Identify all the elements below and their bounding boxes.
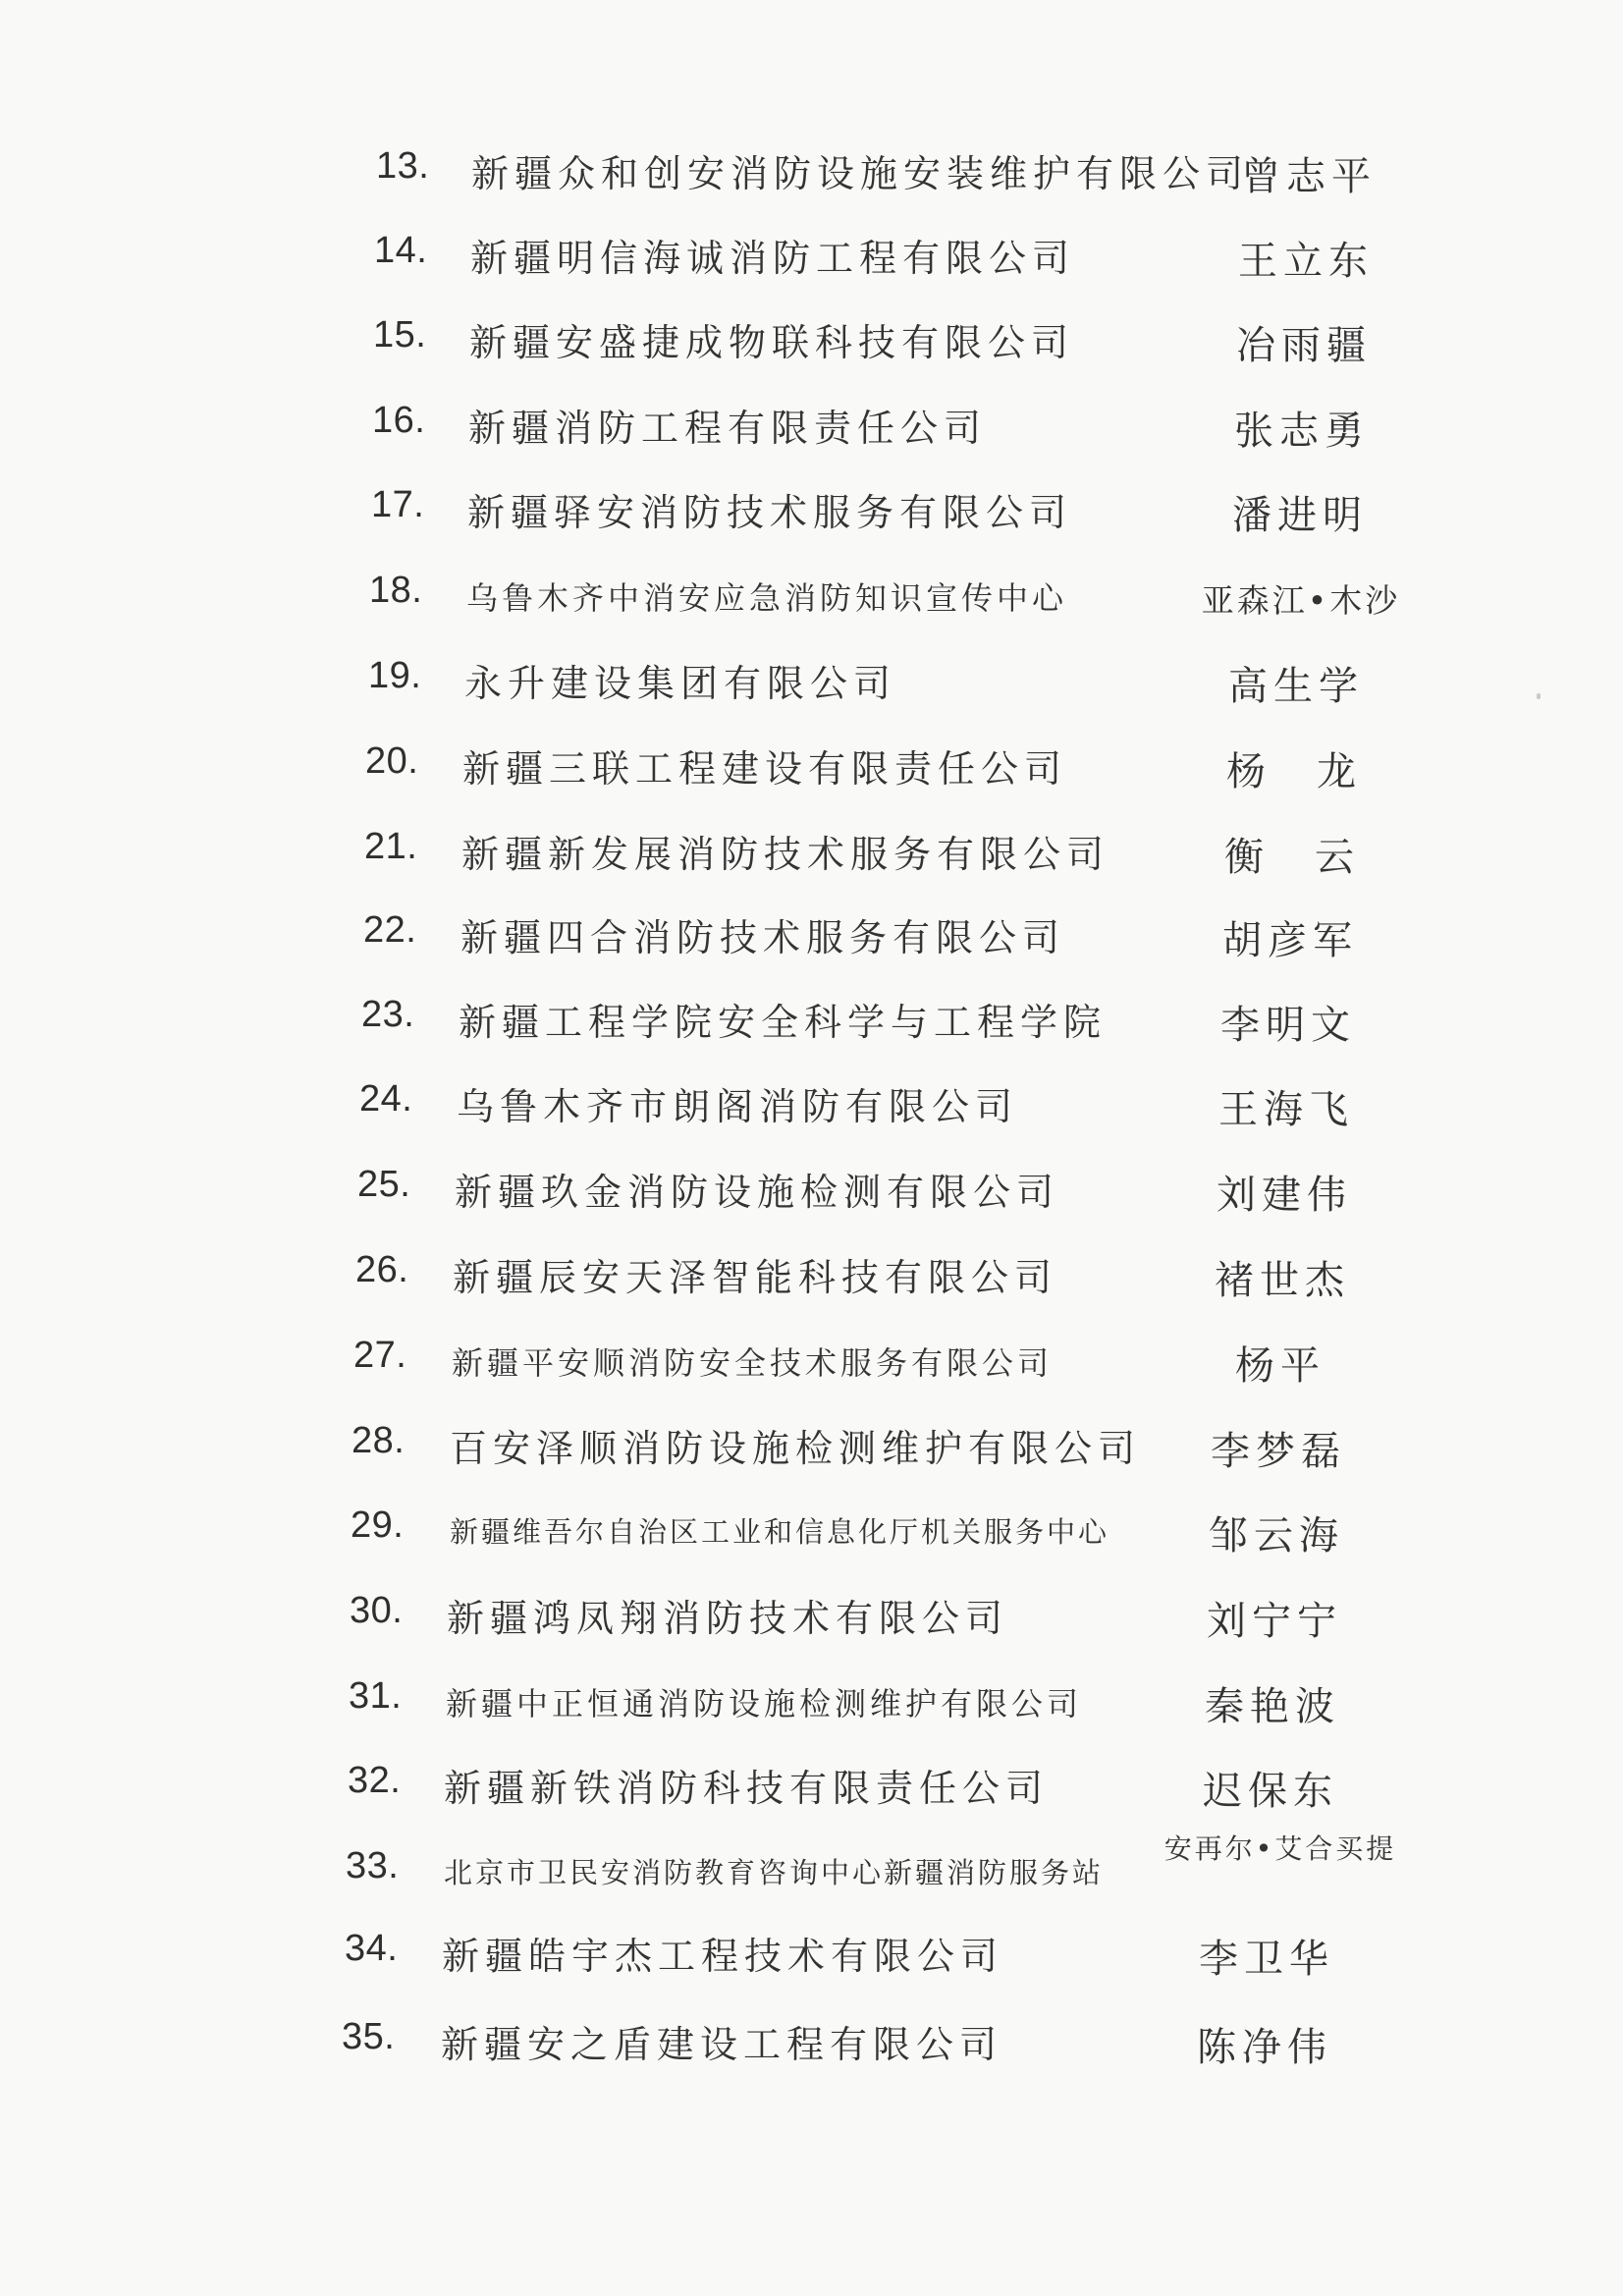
company-name: 新疆新铁消防科技有限责任公司 (444, 1767, 1050, 1810)
entry-number: 29. (351, 1504, 405, 1546)
company-name: 新疆中正恒通消防设施检测维护有限公司 (446, 1685, 1083, 1722)
contact-name: 亚森江•木沙 (1201, 581, 1401, 620)
list-item (0, 733, 1623, 811)
list-item (0, 818, 1623, 897)
list-item (0, 1667, 1623, 1746)
contact-name: 陈净伟 (1197, 2025, 1332, 2070)
list-item (0, 986, 1623, 1065)
contact-name: 李卫华 (1199, 1937, 1334, 1982)
contact-name: 曾志平 (1241, 154, 1377, 199)
company-name: 百安泽顺消防设施检测维护有限公司 (450, 1427, 1142, 1470)
contact-name: 杨 龙 (1226, 749, 1362, 794)
entry-number: 20. (365, 740, 419, 782)
contact-name: 刘建伟 (1217, 1173, 1352, 1218)
company-name: 新疆维吾尔自治区工业和信息化厅机关服务中心 (450, 1515, 1110, 1549)
entry-number: 35. (342, 2016, 396, 2057)
company-name: 新疆皓宇杰工程技术有限公司 (442, 1935, 1004, 1978)
contact-name: 褚世杰 (1215, 1258, 1350, 1303)
company-name: 北京市卫民安消防教育咨询中心新疆消防服务站 (444, 1856, 1105, 1889)
contact-name: 邹云海 (1209, 1513, 1344, 1558)
company-name: 新疆众和创安消防设施安装维护有限公司 (471, 152, 1250, 195)
entry-number: 14. (374, 230, 428, 271)
list-item (0, 1920, 1623, 1998)
company-name: 乌鲁木齐中消安应急消防知识宣传中心 (466, 579, 1068, 617)
entry-number: 21. (364, 826, 418, 867)
list-item (0, 1752, 1623, 1831)
entry-number: 24. (359, 1078, 413, 1120)
entry-number: 26. (355, 1249, 409, 1290)
entry-number: 18. (369, 570, 423, 611)
company-name: 新疆辰安天泽智能科技有限公司 (453, 1256, 1058, 1299)
contact-name: 胡彦军 (1222, 918, 1358, 963)
company-name: 新疆安盛捷成物联科技有限公司 (469, 321, 1075, 364)
list-item (0, 647, 1623, 726)
list-item (0, 222, 1623, 301)
contact-name: 刘宁宁 (1207, 1599, 1342, 1644)
list-item (0, 1241, 1623, 1320)
list-item (0, 902, 1623, 980)
entry-number: 22. (363, 909, 417, 951)
company-name: 新疆安之盾建设工程有限公司 (441, 2023, 1003, 2066)
contact-name: 冶雨疆 (1236, 323, 1372, 368)
contact-name: 秦艳波 (1205, 1684, 1340, 1729)
entry-number: 28. (352, 1420, 406, 1461)
company-name: 新疆平安顺消防安全技术服务有限公司 (452, 1344, 1054, 1382)
entry-number: 32. (348, 1760, 402, 1801)
contact-name: 王立东 (1238, 239, 1374, 284)
company-name: 新疆驿安消防技术服务有限公司 (467, 491, 1073, 534)
contact-name: 李明文 (1220, 1003, 1356, 1048)
contact-name: 高生学 (1228, 664, 1364, 709)
list-item (0, 392, 1623, 470)
company-name: 新疆三联工程建设有限责任公司 (462, 747, 1068, 791)
contact-name: 迟保东 (1203, 1769, 1338, 1814)
entry-number: 13. (376, 145, 430, 187)
list-item (0, 1070, 1623, 1149)
entry-number: 17. (371, 484, 425, 525)
entry-number: 33. (346, 1845, 400, 1886)
entry-number: 30. (350, 1590, 404, 1631)
entry-number: 19. (368, 655, 422, 696)
list-item (0, 1412, 1623, 1491)
list-item (0, 1497, 1623, 1575)
entry-number: 31. (349, 1675, 403, 1717)
company-name: 新疆工程学院安全科学与工程学院 (459, 1001, 1108, 1044)
company-name: 新疆玖金消防设施检测有限公司 (455, 1171, 1060, 1214)
scan-speck (1537, 693, 1541, 699)
list-item (0, 1156, 1623, 1234)
company-name: 乌鲁木齐市朗阁消防有限公司 (457, 1085, 1019, 1128)
contact-name: 张志勇 (1234, 409, 1370, 454)
list-item (0, 306, 1623, 385)
list-item (0, 1582, 1623, 1661)
list-item (0, 562, 1623, 640)
list-item (0, 1832, 1623, 1916)
entry-number: 27. (353, 1335, 407, 1376)
entry-number: 23. (361, 994, 415, 1035)
entry-number: 15. (373, 314, 427, 355)
company-name: 新疆明信海诚消防工程有限公司 (470, 237, 1076, 280)
list-item (0, 476, 1623, 555)
contact-name: 李梦磊 (1211, 1429, 1346, 1474)
entry-number: 34. (345, 1928, 399, 1969)
company-name: 永升建设集团有限公司 (464, 662, 897, 705)
list-item (0, 2008, 1623, 2087)
entry-number: 25. (357, 1164, 411, 1205)
contact-name: 潘进明 (1232, 493, 1368, 538)
list-item (0, 1327, 1623, 1405)
entry-number: 16. (372, 400, 426, 441)
contact-name: 王海飞 (1218, 1087, 1354, 1132)
company-name: 新疆消防工程有限责任公司 (468, 407, 988, 450)
contact-name: 衡 云 (1224, 835, 1360, 880)
list-item (0, 137, 1623, 216)
company-name: 新疆鸿凤翔消防技术有限公司 (447, 1597, 1009, 1640)
contact-name: 杨平 (1235, 1343, 1325, 1389)
company-name: 新疆新发展消防技术服务有限公司 (461, 833, 1110, 876)
contact-name: 安再尔•艾合买提 (1163, 1832, 1397, 1865)
company-name: 新疆四合消防技术服务有限公司 (460, 916, 1066, 959)
